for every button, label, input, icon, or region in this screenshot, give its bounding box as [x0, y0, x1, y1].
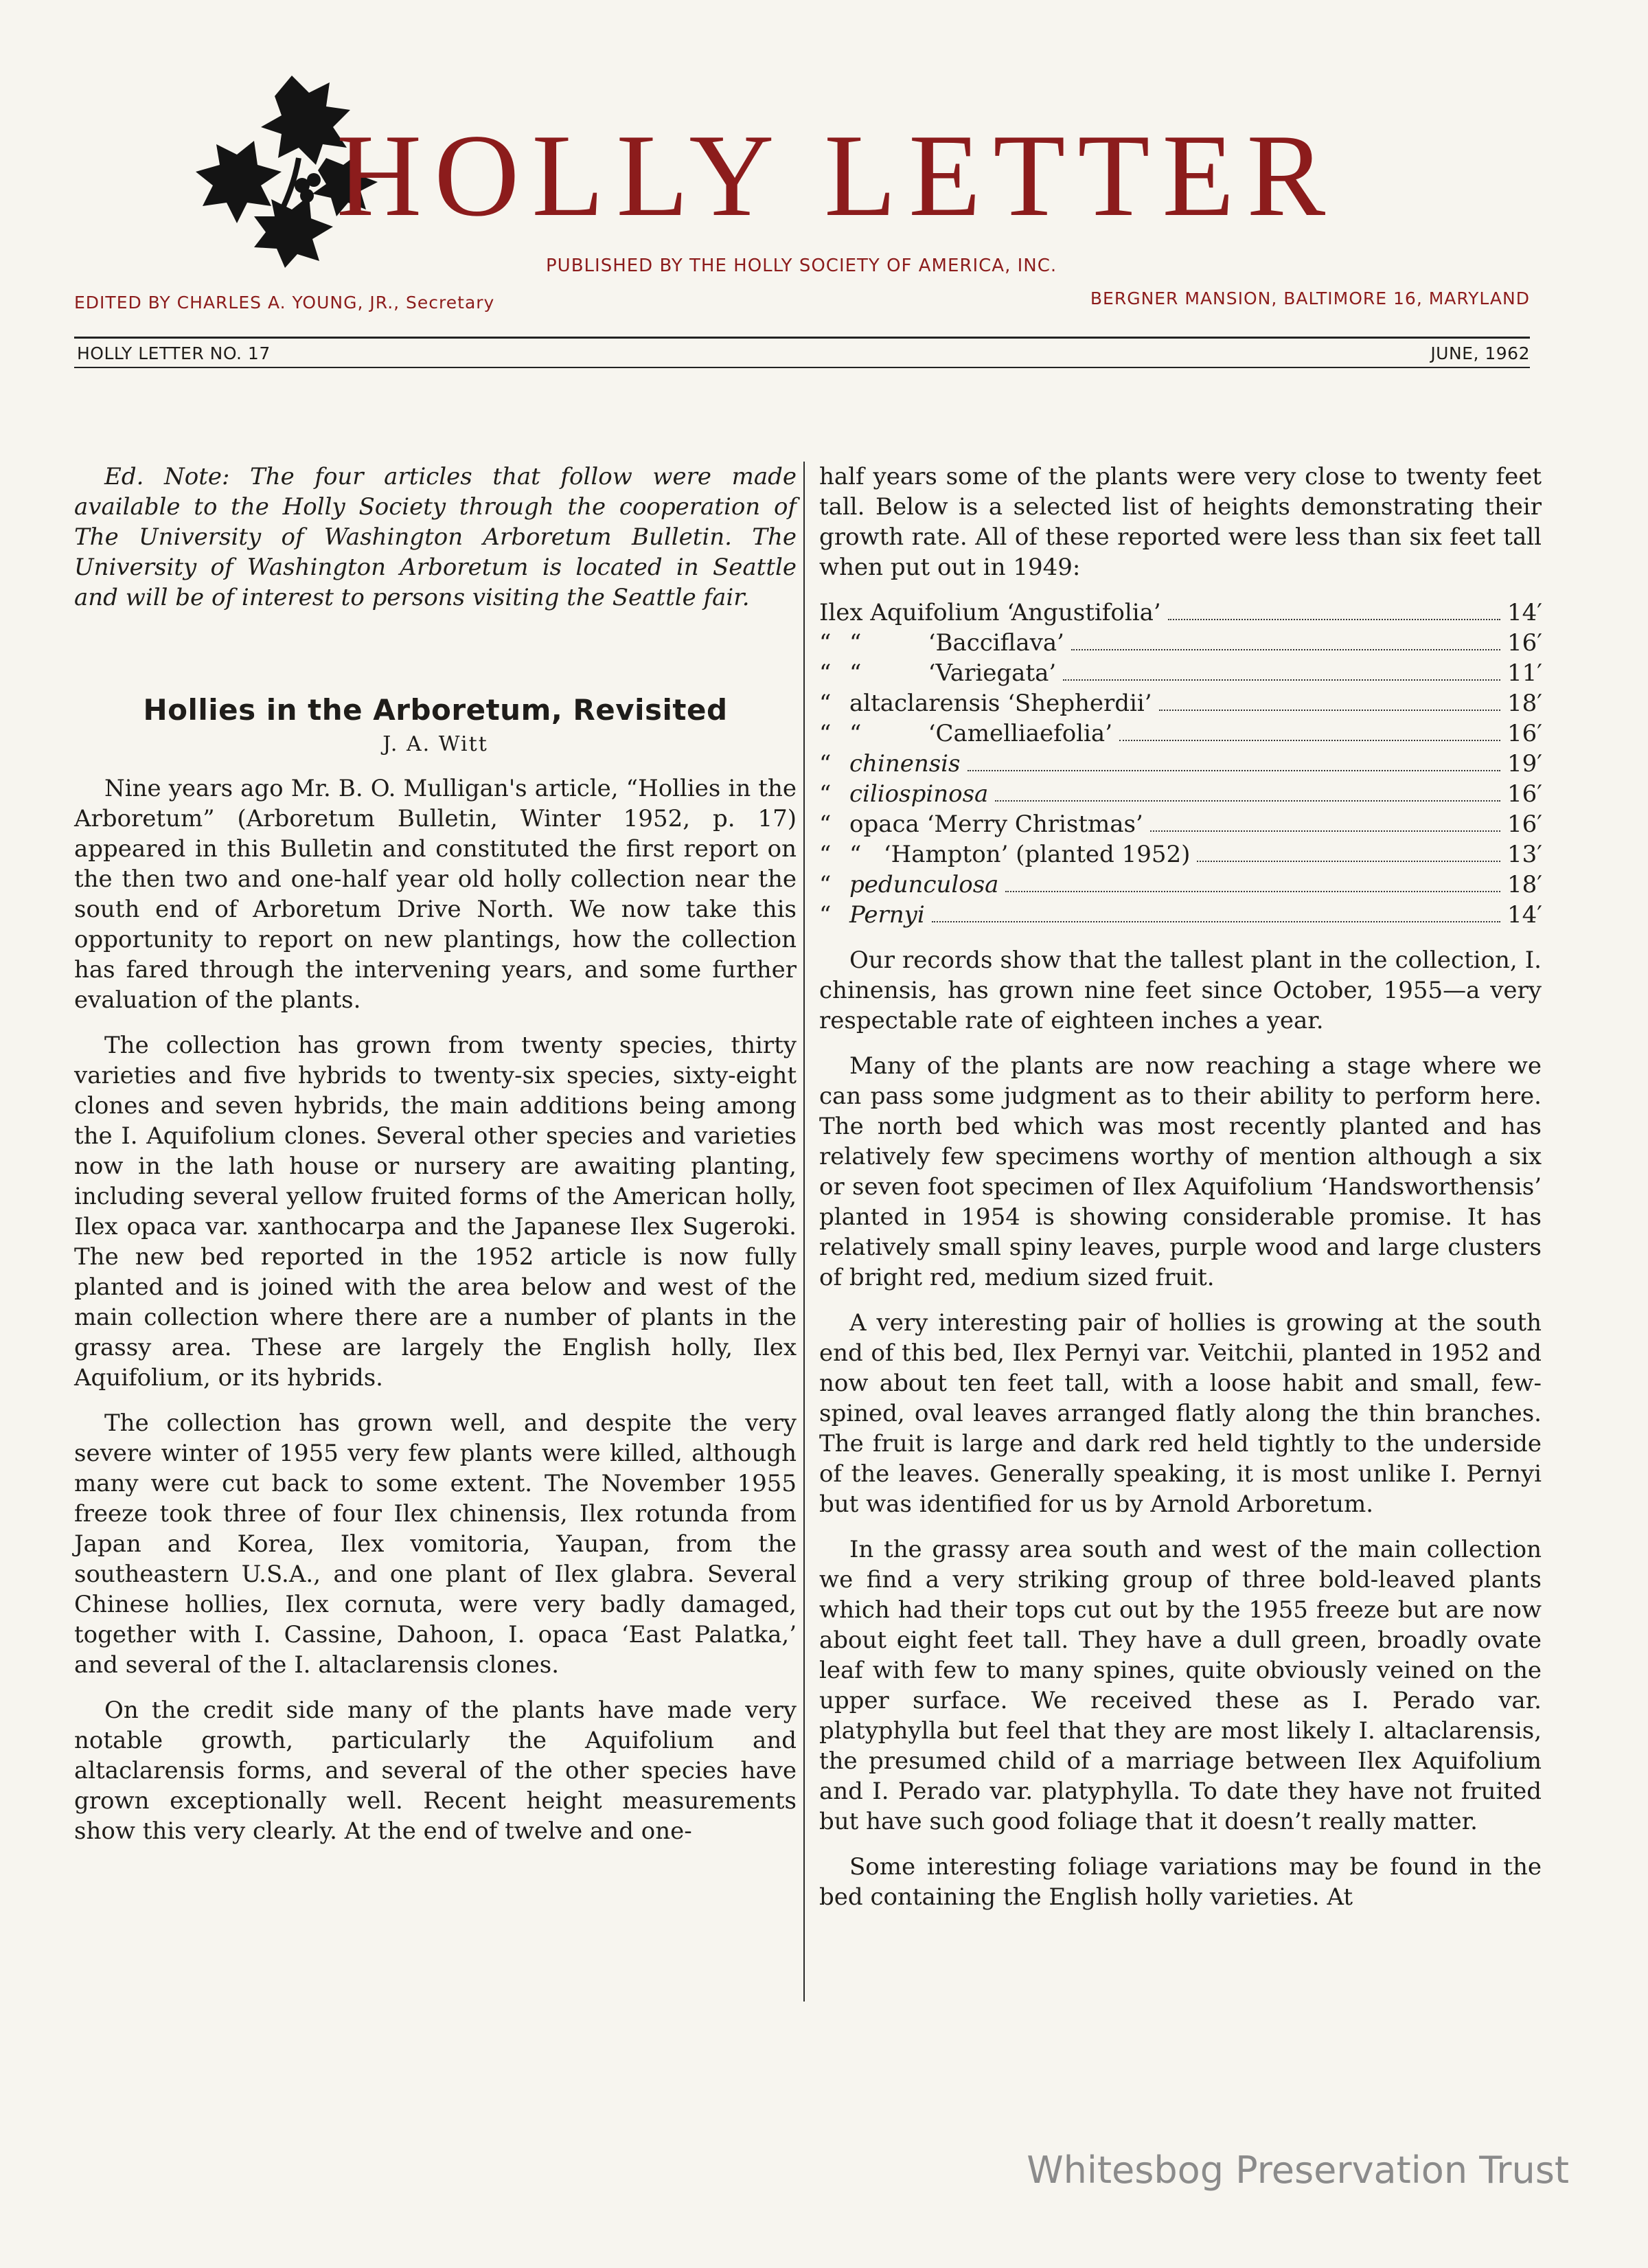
issue-number: HOLLY LETTER NO. 17 [77, 343, 271, 363]
height-row: “ pedunculosa 18′ [819, 871, 1542, 898]
editor-line: EDITED BY CHARLES A. YOUNG, JR., Secretary [74, 293, 495, 313]
article-title: Hollies in the Arboretum, Revisited [143, 693, 728, 727]
plant-name: “ ‘Bacciflava’ [849, 629, 1064, 657]
height-row: “ “ ‘Variegata’ 11′ [819, 659, 1542, 687]
paragraph: The collection has grown from twenty species, thirty varieties and five hybrids to twenty-six species, sixty-eight clones and seven hybrids, the main additions being among the I. Aquifolium clones. Several other species and varieties now in the lath house or nursery are awaiting planting, including several yellow fruited forms of the American holly, Ilex opaca var. xanthocarpa and the Japanese Ilex Sugeroki. The new bed reported in the 1952 article is now fully planted and is joined with the area below and west of the main collection where there are a number of plants in the grassy area. These are largely the English holly, Ilex Aquifolium, or its hybrids. [74, 1032, 797, 1392]
plant-name: Pernyi [849, 901, 925, 929]
editor-note: Ed. Note: The four articles that follow were made available to the Holly Society through the cooperation of The University of Washington Arboretum Bulletin. The University of Washington Arboretum is located in Seattle and will be of interest to persons visiting the Seattle fair. [74, 463, 797, 611]
paragraph: half years some of the plants were very close to twenty feet tall. Below is a selected list of heights demonstrating their growth rate. All of these reported were less than six feet tall when put out in 1949: [819, 463, 1542, 581]
plant-name: altaclarensis ‘Shepherdii’ [849, 690, 1152, 717]
masthead-title: HOLLY LETTER [336, 111, 1338, 241]
plant-height: 19′ [1507, 750, 1542, 778]
publisher-line: PUBLISHED BY THE HOLLY SOCIETY OF AMERICA, INC. [546, 256, 1057, 276]
plant-height: 18′ [1507, 690, 1542, 717]
paragraph: Some interesting foliage variations may be found in the bed containing the English holly varieties. At [819, 1853, 1542, 1911]
paragraph: A very interesting pair of hollies is growing at the south end of this bed, Ilex Pernyi var. Veitchii, planted in 1952 and now about ten feet tall, with a loose habit and small, few-spined, oval leaves arranged flatly along the thin branches. The fruit is large and dark red held tightly to the underside of the leaves. Generally speaking, it is most unlike I. Pernyi but was identified for us by Arnold Arboretum. [819, 1309, 1542, 1518]
paragraph: The collection has grown well, and despite the very severe winter of 1955 very few plants were killed, although many were cut back to some extent. The November 1955 freeze took three of four Ilex chinensis, Ilex rotunda from Japan and Korea, Ilex vomitoria, Yaupan, from the southeastern U.S.A., and one plant of Ilex glabra. Several Chinese hollies, Ilex cornuta, were very badly damaged, together with I. Cassine, Dahoon, I. opaca ‘East Palatka,’ and several of the I. altaclarensis clones. [74, 1409, 797, 1679]
plant-name: pedunculosa [849, 871, 999, 898]
paragraph: Nine years ago Mr. B. O. Mulligan's article, “Hollies in the Arboretum” (Arboretum Bulletin, Winter 1952, p. 17) appeared in this Bulletin and constituted the first report on the then two and one-half year old holly collection near the south end of Arboretum Drive North. We now take this opportunity to report on new plantings, how the collection has fared through the intervening years, and some further evaluation of the plants. [74, 775, 797, 1014]
masthead [0, 0, 1648, 385]
paragraph: Our records show that the tallest plant in the collection, I. chinensis, has grown nine feet since October, 1955—a very respectable rate of eighteen inches a year. [819, 946, 1542, 1034]
masthead-rule-top [74, 337, 1530, 339]
issue-date: JUNE, 1962 [1430, 343, 1530, 363]
plant-name: chinensis [849, 750, 961, 778]
height-list [819, 598, 1542, 930]
plant-name: “ ‘Hampton’ (planted 1952) [849, 841, 1191, 868]
plant-name: opaca ‘Merry Christmas’ [849, 810, 1143, 838]
left-column [74, 462, 797, 1861]
watermark: Whitesbog Preservation Trust [1027, 2148, 1569, 2192]
plant-name: ciliospinosa [849, 780, 989, 808]
plant-height: 16′ [1507, 720, 1542, 747]
height-row: “ opaca ‘Merry Christmas’ 16′ [819, 810, 1542, 838]
column-divider [803, 462, 805, 2001]
height-row [819, 598, 1542, 628]
address-line: BERGNER MANSION, BALTIMORE 16, MARYLAND [1090, 288, 1530, 308]
paragraph: In the grassy area south and west of the main collection we find a very striking group of three bold-leaved plants which had their tops cut out by the 1955 freeze but are now about eight feet tall. They have a dull green, broadly ovate leaf with few to many spines, quite obviously veined on the upper surface. We received these as I. Perado var. platyphylla but feel that they are most likely I. altaclarensis, the presumed child of a marriage between Ilex Aquifolium and I. Perado var. platyphylla. To date they have not fruited but have such good foliage that it doesn’t really matter. [819, 1536, 1542, 1835]
paragraph: On the credit side many of the plants have made very notable growth, particularly the Aquifolium and altaclarensis forms, and several of the other species have grown exceptionally well. Recent height measurements show this very clearly. At the end of twelve and one- [74, 1697, 797, 1845]
height-row: “ “ ‘Camelliaefolia’ 16′ [819, 720, 1542, 747]
height-row: “ ciliospinosa 16′ [819, 780, 1542, 808]
plant-height: 16′ [1507, 810, 1542, 838]
masthead-rule-bottom [74, 367, 1530, 368]
plant-name: “ ‘Camelliaefolia’ [849, 720, 1112, 747]
plant-height: 16′ [1507, 629, 1542, 657]
plant-height: 14′ [1507, 599, 1542, 626]
height-row: “ altaclarensis ‘Shepherdii’ 18′ [819, 690, 1542, 717]
plant-height: 14′ [1507, 901, 1542, 929]
plant-name: Ilex Aquifolium ‘Angustifolia’ [819, 599, 1161, 626]
plant-height: 11′ [1507, 659, 1542, 687]
plant-height: 18′ [1507, 871, 1542, 898]
right-column [819, 462, 1542, 1927]
height-row: “ Pernyi 14′ [819, 901, 1542, 929]
plant-height: 13′ [1507, 841, 1542, 868]
plant-height: 16′ [1507, 780, 1542, 808]
height-row: “ chinensis 19′ [819, 750, 1542, 778]
article-author: J. A. Witt [382, 732, 488, 756]
height-row: “ “ ‘Bacciflava’ 16′ [819, 629, 1542, 657]
paragraph: Many of the plants are now reaching a stage where we can pass some judgment as to their ability to perform here. The north bed which was most recently planted and has relatively few specimens worthy of mention although a six or seven foot specimen of Ilex Aquifolium ‘Handsworthensis’ planted in 1954 is showing considerable promise. It has relatively small spiny leaves, purple wood and large clusters of bright red, medium sized fruit. [819, 1052, 1542, 1291]
plant-name: “ ‘Variegata’ [849, 659, 1057, 687]
height-row: “ “ ‘Hampton’ (planted 1952) 13′ [819, 841, 1542, 868]
